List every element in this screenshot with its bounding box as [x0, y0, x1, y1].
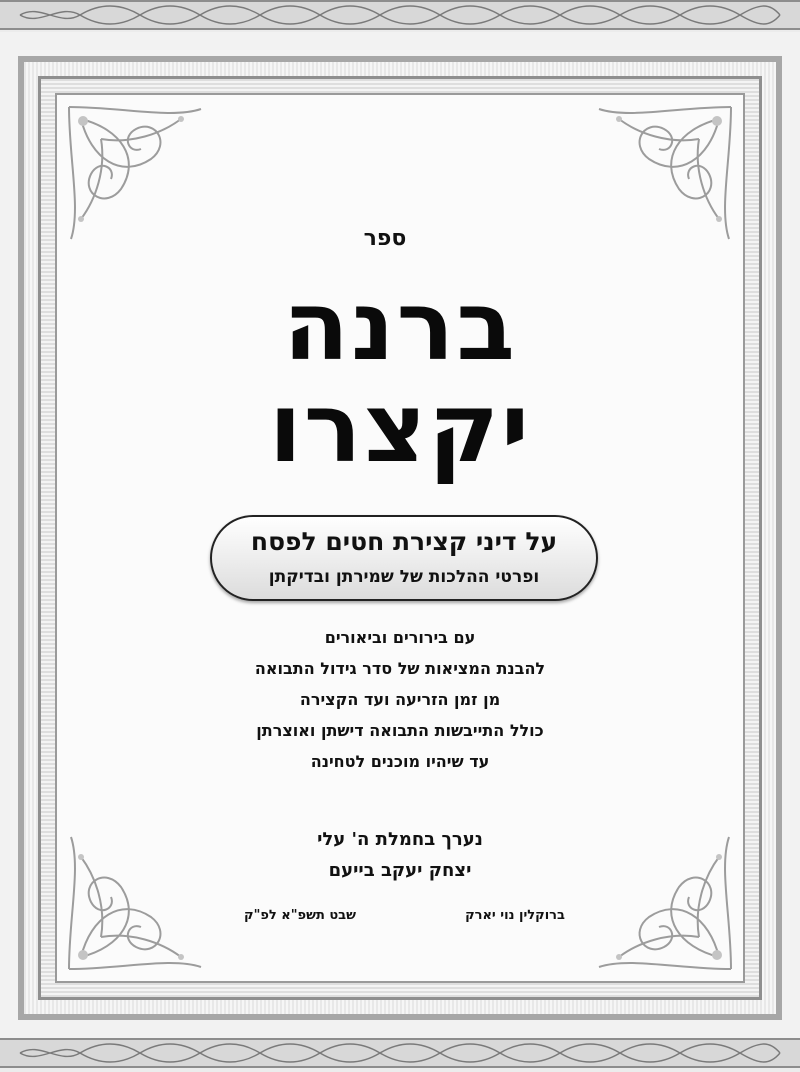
author-intro: נערך בחמלת ה' עלי: [317, 829, 483, 850]
description-line: מן זמן הזריעה ועד הקצירה: [299, 690, 501, 709]
title-line-1: ברנה: [283, 270, 517, 382]
publication-place: ברוקלין נוי יארק: [465, 908, 565, 923]
description-line: עד שיהיו מוכנים לטחינה: [310, 752, 490, 771]
subtitle-line-1: על דיני קצירת חטים לפסח: [250, 527, 558, 556]
description-line: עם בירורים וביאורים: [324, 628, 476, 647]
publication-date: שבט תשפ"א לפ"ק: [244, 908, 356, 923]
description-line: כולל התייבשות התבואה דישתן ואוצרתן: [256, 721, 544, 740]
book-prefix: ספר: [363, 226, 407, 251]
title-line-2: יקצרו: [268, 372, 532, 484]
subtitle-line-2: ופרטי ההלכות של שמירתן ובדיקתן: [268, 567, 540, 587]
author-name: יצחק יעקב בייעם: [328, 860, 472, 881]
description-line: להבנת המציאות של סדר גידול התבואה: [254, 659, 546, 678]
subtitle-pill: [210, 515, 598, 601]
